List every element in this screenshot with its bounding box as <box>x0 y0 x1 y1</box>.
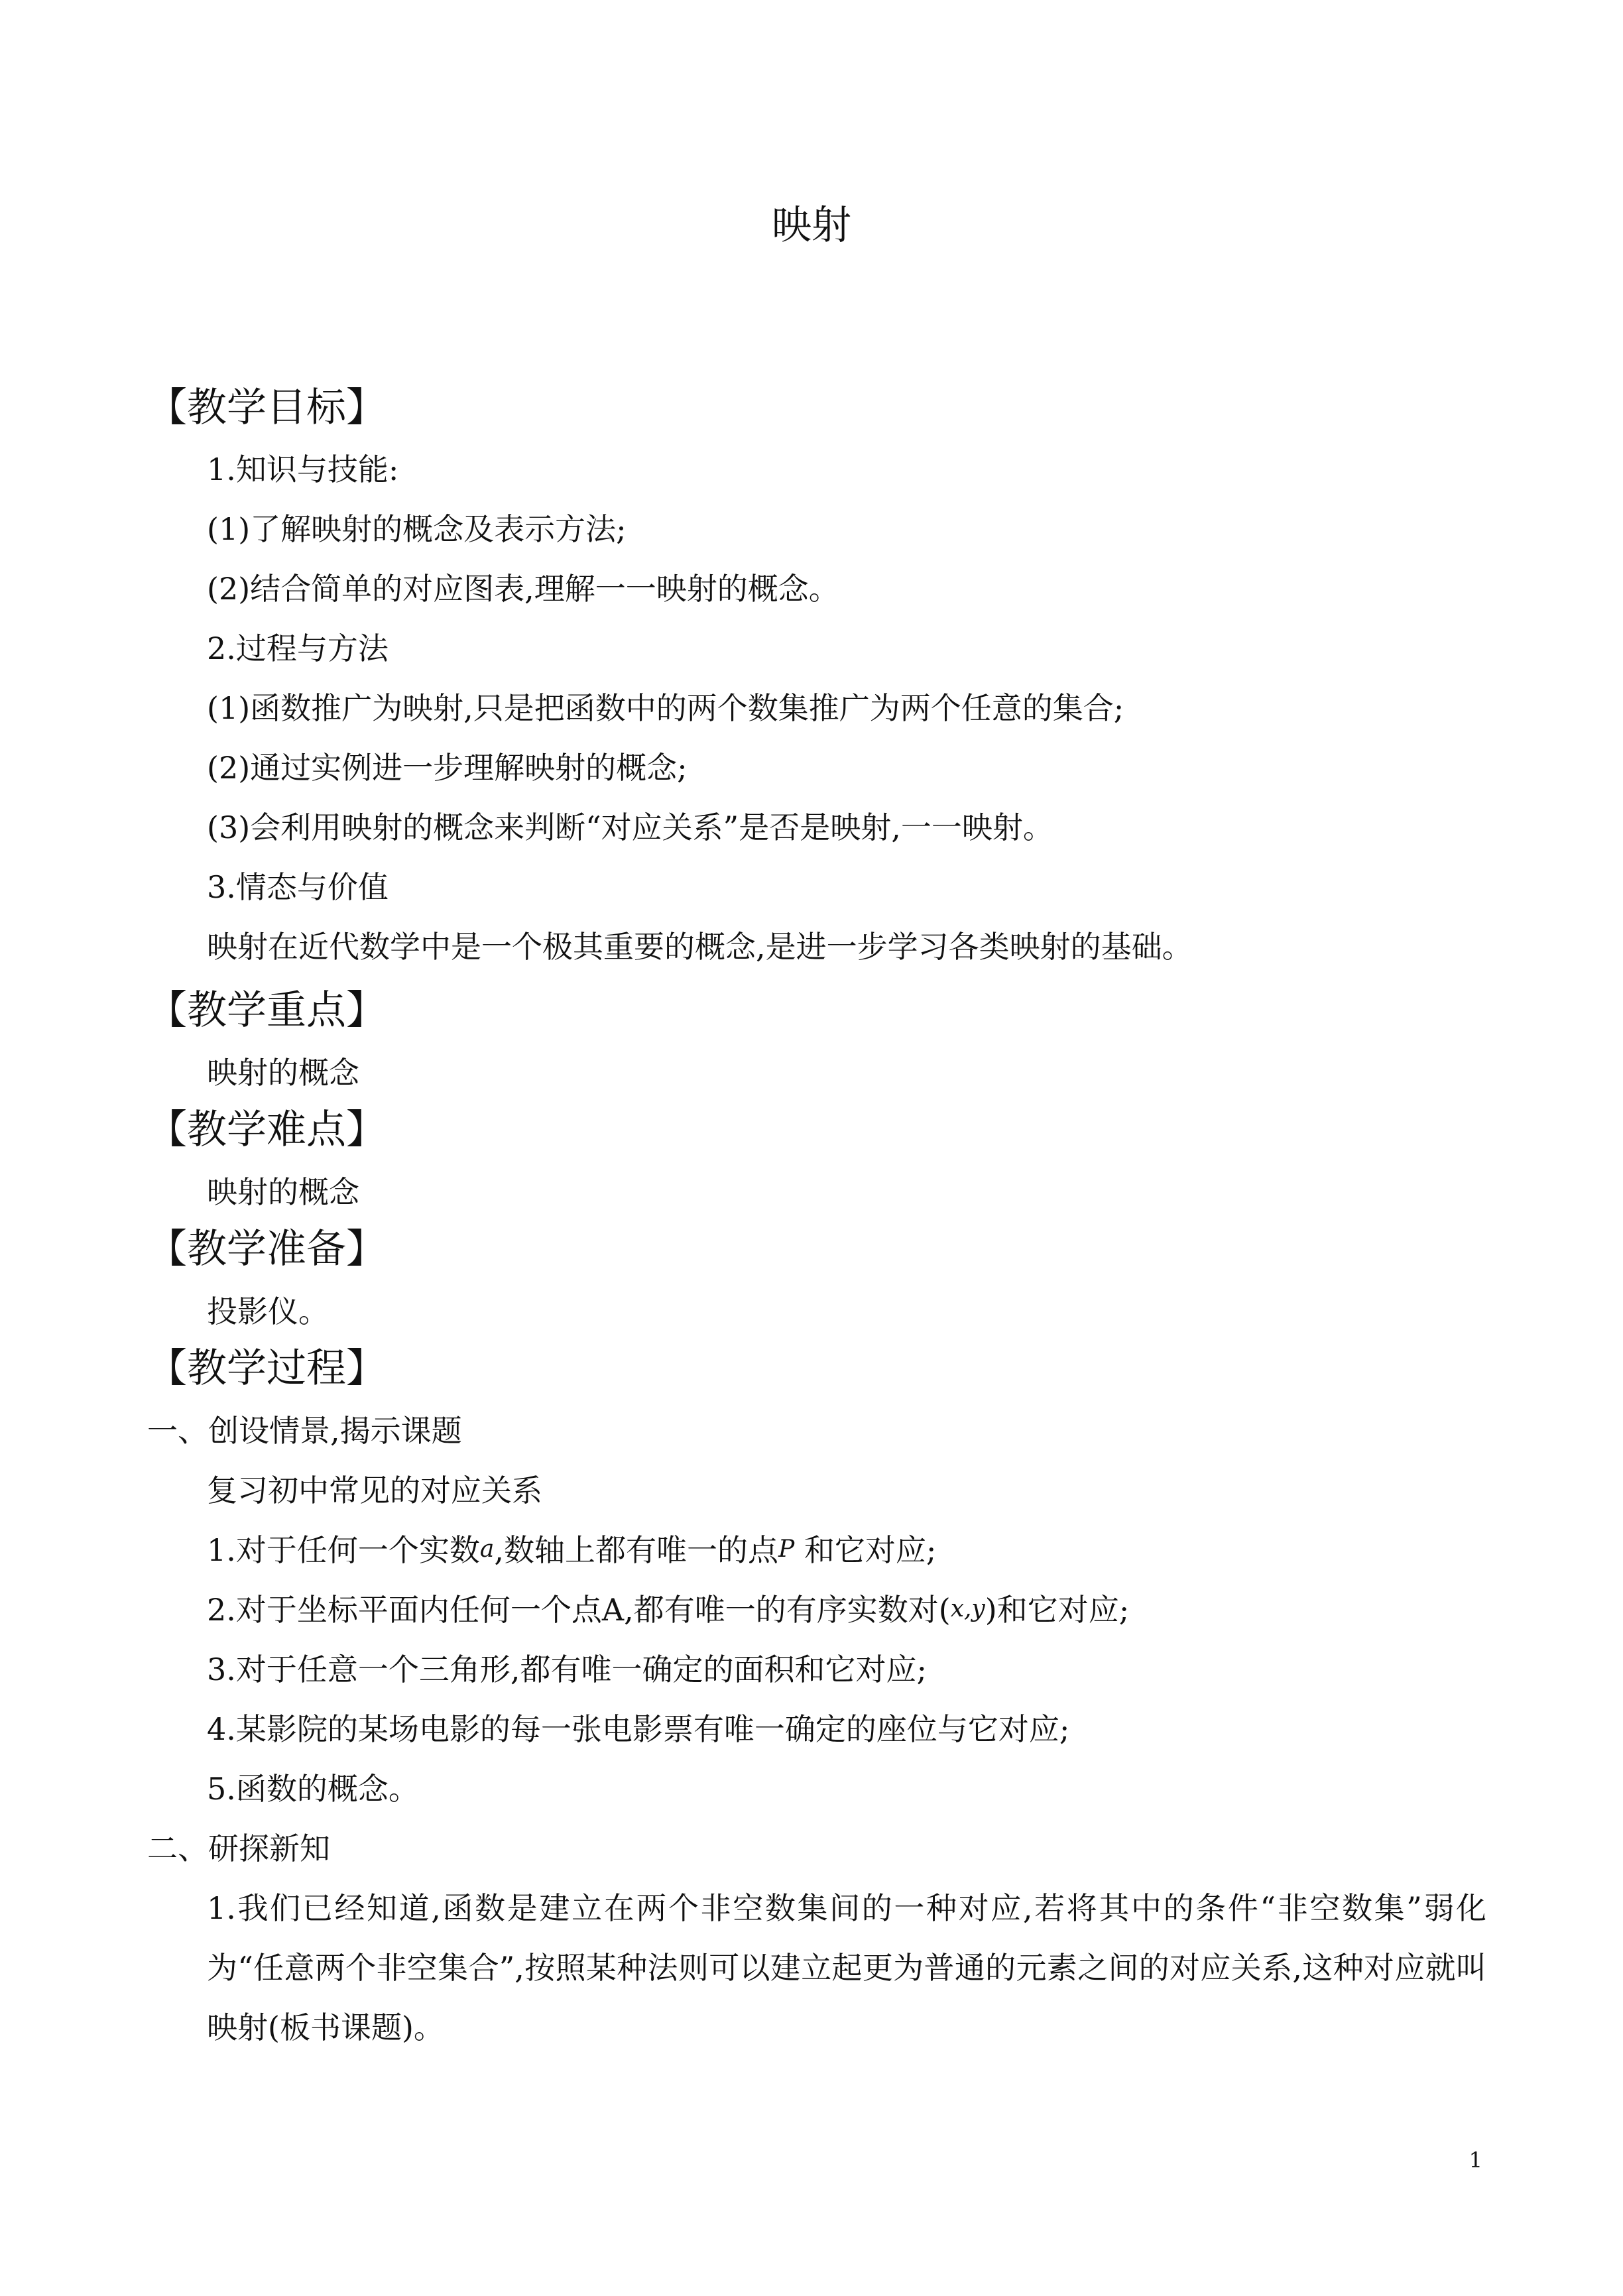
heading-preparation: 【教学准备】 <box>147 1226 386 1272</box>
objective-line-4: 2.过程与方法 <box>207 631 389 666</box>
objective-line-8: 3.情态与价值 <box>207 869 389 905</box>
item-1-text-a: 1.对于任何一个实数 <box>207 1532 480 1568</box>
objective-line-2: (1)了解映射的概念及表示方法; <box>207 511 627 547</box>
section-2-title: 二、研探新知 <box>147 1831 330 1866</box>
section-1-item-5: 5.函数的概念。 <box>207 1771 419 1807</box>
section-1-title: 一、创设情景,揭示课题 <box>147 1413 462 1449</box>
item-1-text-b: ,数轴上都有唯一的点 <box>494 1532 778 1568</box>
objective-line-6: (2)通过实例进一步理解映射的概念; <box>207 750 688 786</box>
page-title: 映射 <box>772 202 851 249</box>
heading-process: 【教学过程】 <box>147 1345 386 1392</box>
item-2-text-c: )和它对应; <box>985 1592 1130 1628</box>
objective-line-3: (2)结合简单的对应图表,理解一一映射的概念。 <box>207 571 839 607</box>
heading-key-points: 【教学重点】 <box>147 987 386 1034</box>
math-variable-a: a <box>479 1536 495 1563</box>
item-1-text-c: 和它对应; <box>804 1532 937 1568</box>
key-points-text: 映射的概念 <box>207 1055 359 1091</box>
objective-line-9: 映射在近代数学中是一个极其重要的概念,是进一步学习各类映射的基础。 <box>207 929 1193 965</box>
objective-line-7: (3)会利用映射的概念来判断“对应关系”是否是映射,一一映射。 <box>207 810 1053 845</box>
objective-line-5: (1)函数推广为映射,只是把函数中的两个数集推广为两个任意的集合; <box>207 690 1124 726</box>
page-number: 1 <box>1469 2147 1482 2173</box>
heading-objectives: 【教学目标】 <box>147 385 386 431</box>
section-1-intro: 复习初中常见的对应关系 <box>207 1473 542 1508</box>
preparation-text: 投影仪。 <box>207 1294 329 1329</box>
section-1-item-3: 3.对于任意一个三角形,都有唯一确定的面积和它对应; <box>207 1652 928 1687</box>
item-2-text-a: 2.对于坐标平面内任何一个点A,都有唯一的有序实数对( <box>207 1592 951 1628</box>
section-1-item-2 <box>207 1590 1129 1633</box>
section-1-item-1 <box>207 1530 936 1573</box>
math-variable-p: P <box>778 1536 795 1563</box>
section-2-paragraph-1: 1.我们已经知道,函数是建立在两个非空数集间的一种对应,若将其中的条件“非空数集”弱化为“任意两个非空集合”,按照某种法则可以建立起更为普通的元素之间的对应关系,这种对应就叫映射(板书课题)。 <box>207 1890 1486 2045</box>
math-pair-xy: x,y <box>950 1595 985 1622</box>
objective-line-1: 1.知识与技能: <box>207 452 399 487</box>
heading-difficulties: 【教学难点】 <box>147 1107 386 1153</box>
section-1-item-4: 4.某影院的某场电影的每一张电影票有唯一确定的座位与它对应; <box>207 1711 1070 1747</box>
difficulties-text: 映射的概念 <box>207 1174 359 1210</box>
